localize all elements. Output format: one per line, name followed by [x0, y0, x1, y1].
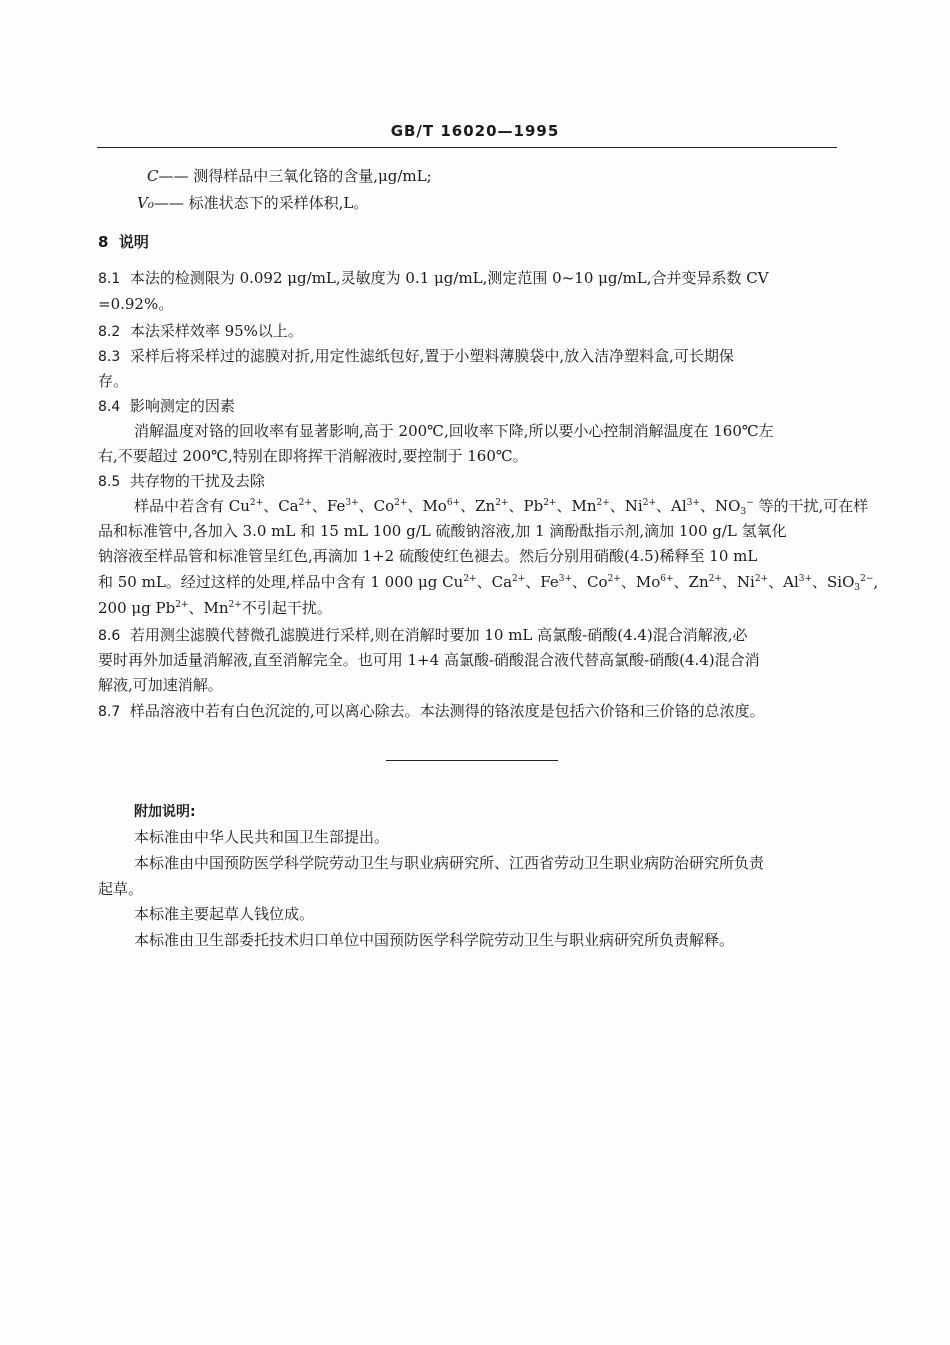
definition-text: —— 标准状态下的采样体积,L。 [153, 194, 369, 212]
text-run: 200 μg Pb [98, 599, 176, 617]
appendix-paragraph-cont: 起草。 [98, 880, 144, 898]
clause-number: 8.7 [98, 704, 121, 720]
clause-8-3 [98, 346, 734, 367]
definition-symbol: V₀ [137, 194, 154, 212]
clause-8-5-line4: 和 50 mL。经过这样的处理,样品中含有 1 000 μg $Cu^{2+}$、$Ca^{2+}$、$Fe^{3+}$、$Co^{2+}$、$Mo^{6+}$、$Zn^{2+}$、$Ni^{2+}$、$Al^{3+}$、SiO$_3^{2-}$, [98, 573, 879, 593]
clause-title: 共存物的干扰及去除 [129, 472, 265, 490]
clause-8-6 [98, 625, 748, 646]
clause-number: 8.5 [98, 474, 121, 490]
standard-code-header: GB/T 16020—1995 [390, 122, 560, 140]
clause-text: 本法的检测限为 0.092 μg/mL,灵敏度为 0.1 μg/mL,测定范围 0~10 μg/mL,合并变异系数 CV [129, 269, 769, 287]
section-title: 说明 [118, 233, 149, 251]
clause-number: 8.4 [98, 399, 121, 415]
clause-number: 8.3 [98, 349, 121, 365]
clause-8-4-text-cont: 右,不要超过 200℃,特别在即将挥干消解液时,要控制于 160℃。 [98, 447, 528, 465]
clause-8-1 [98, 268, 769, 289]
clause-text: 本法采样效率 95%以上。 [129, 322, 303, 340]
definition-c [147, 166, 432, 186]
clause-number: 8.1 [98, 271, 121, 287]
appendix-paragraph: 本标准主要起草人钱位成。 [134, 905, 315, 923]
clause-8-5-line2: 品和标准管中,各加入 3.0 mL 和 15 mL 100 g/L 硫酸钠溶液,加 1 滴酚酞指示剂,滴加 100 g/L 氢氧化 [98, 522, 787, 540]
definition-v0 [137, 193, 368, 213]
clause-8-4-text: 消解温度对铬的回收率有显著影响,高于 200℃,回收率下降,所以要小心控制消解温度在 160℃左 [134, 422, 774, 440]
clause-8-5-line5: 200 μg $Pb^{2+}$、$Mn^{2+}$不引起干扰。 [98, 599, 332, 617]
header-rule [97, 147, 837, 148]
text-run: 样品中若含有 Cu [134, 497, 250, 515]
clause-number: 8.6 [98, 628, 121, 644]
section-heading [98, 232, 149, 252]
clause-text: 采样后将采样过的滤膜对折,用定性滤纸包好,置于小塑料薄膜袋中,放入洁净塑料盒,可长期保 [129, 347, 734, 365]
clause-8-7 [98, 701, 765, 722]
appendix-paragraph: 本标准由中国预防医学科学院劳动卫生与职业病研究所、江西省劳动卫生职业病防治研究所负责 [134, 854, 765, 872]
section-number: 8 [98, 233, 109, 251]
clause-8-3-cont: 存。 [98, 372, 129, 390]
text-run: 和 50 mL。经过这样的处理,样品中含有 1 000 μg Cu [98, 573, 464, 591]
clause-8-5-text: 样品中若含有 $Cu^{2+}$、$Ca^{2+}$、$Fe^{3+}$、$Co^{2+}$、$Mo^{6+}$、$Zn^{2+}$、$Pb^{2+}$、$Mn^{2+}$、$Ni^{2+}$、$Al^{3+}$、$NO_3^-$ 等的干扰,可在样 [134, 497, 869, 517]
text-run: 等的干扰,可在样 [758, 497, 869, 515]
clause-8-4 [98, 396, 235, 417]
text-run: 不引起干扰。 [241, 599, 332, 617]
clause-8-1-cont: =0.92%。 [98, 295, 174, 313]
clause-text: 样品溶液中若有白色沉淀的,可以离心除去。本法测得的铬浓度是包括六价铬和三价铬的总浓度。 [129, 702, 765, 720]
clause-8-6-cont2: 解液,可加速消解。 [98, 676, 223, 694]
clause-title: 影响测定的因素 [129, 397, 235, 415]
clause-text: 若用测尘滤膜代替微孔滤膜进行采样,则在消解时要加 10 mL 高氯酸-硝酸(4.4)混合消解液,必 [129, 626, 748, 644]
appendix-paragraph: 本标准由卫生部委托技术归口单位中国预防医学科学院劳动卫生与职业病研究所负责解释。 [134, 931, 735, 949]
clause-8-6-cont: 要时再外加适量消解液,直至消解完全。也可用 1+4 高氯酸-硝酸混合液代替高氯酸-硝酸(4.4)混合消 [98, 651, 760, 669]
clause-8-5 [98, 471, 265, 492]
clause-8-2 [98, 321, 303, 342]
clause-8-5-line3: 钠溶液至样品管和标准管呈红色,再滴加 1+2 硫酸使红色褪去。然后分别用硝酸(4.5)稀释至 10 mL [98, 547, 758, 565]
end-of-text-rule [386, 760, 558, 761]
definition-text: —— 测得样品中三氧化铬的含量,μg/mL; [158, 167, 432, 185]
appendix-title: 附加说明: [134, 804, 196, 820]
appendix-paragraph: 本标准由中华人民共和国卫生部提出。 [134, 828, 390, 846]
clause-number: 8.2 [98, 324, 121, 340]
definition-symbol: C [147, 167, 159, 185]
